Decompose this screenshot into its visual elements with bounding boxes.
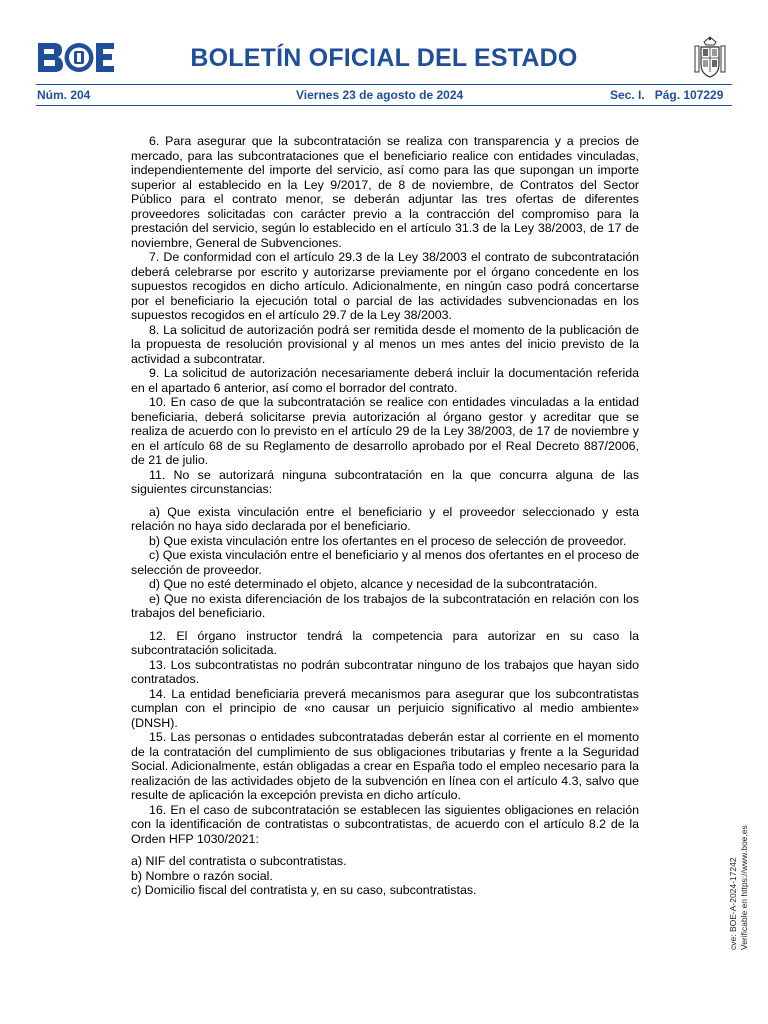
issue-date: Viernes 23 de agosto de 2024 <box>296 88 464 102</box>
paragraph-15: 15. Las personas o entidades subcontratadas deberán estar al corriente en el momento de la contratación del cumplimiento de sus obligaciones tributarias y frente a la Seguridad Social. Adicionalmente, están obligadas a crear en España todo el empleo necesario para la realización de las actividades objeto de la subvención en línea con el artículo 4.3, salvo que resulte de aplicación la excepción prevista en dicho artículo. <box>131 730 639 802</box>
paragraph-6: 6. Para asegurar que la subcontratación se realiza con transparencia y a precios de mercado, para las subcontrataciones que el beneficiario realice con entidades vinculadas, independientemente del importe del servicio, así como para las que supongan un importe superior al establecido en la Ley 9/2017, de 8 de noviembre, de Contratos del Sector Público para el contrato menor, se deberán adjuntar las tres ofertas de diferentes proveedores solicitadas con carácter previo a la contracción del compromiso para la prestación del servicio, según lo establecido en el artículo 31.3 de la Ley 38/2003, de 17 de noviembre, General de Subvenciones. <box>131 134 639 250</box>
list2-item-c: c) Domicilio fiscal del contratista y, en su caso, subcontratistas. <box>131 883 477 897</box>
document-body <box>131 134 639 898</box>
paragraph-9: 9. La solicitud de autorización necesariamente deberá incluir la documentación referida en el apartado 6 anterior, así como el borrador del contrato. <box>131 366 639 395</box>
header-rule-bottom <box>36 105 732 106</box>
paragraph-16: 16. En el caso de subcontratación se establecen las siguientes obligaciones en relación con la identificación de contratistas o subcontratistas, de acuerdo con el artículo 8.2 de la Orden HFP 1030/2021: <box>131 802 639 846</box>
paragraph-12: 12. El órgano instructor tendrá la competencia para autorizar en su caso la subcontratación solicitada. <box>131 628 639 657</box>
cve-code: cve: BOE-A-2024-17242 <box>728 857 738 950</box>
verification-link[interactable]: Verificable en https://www.boe.es <box>739 825 749 950</box>
paragraph-11: 11. No se autorizará ninguna subcontratación en la que concurra alguna de las siguientes circunstancias: <box>131 467 639 496</box>
list-item-d: d) Que no esté determinado el objeto, alcance y necesidad de la subcontratación. <box>149 577 598 591</box>
list2-item-b: b) Nombre o razón social. <box>131 868 273 883</box>
verification-sidebar <box>728 825 750 950</box>
section-page: Sec. I. Pág. 107229 <box>610 88 724 102</box>
list-item-e: e) Que no exista diferenciación de los trabajos de la subcontratación en relación con los trabajos del beneficiario. <box>131 591 639 620</box>
page-title: BOLETÍN OFICIAL DEL ESTADO <box>190 44 578 72</box>
paragraph-13: 13. Los subcontratistas no podrán subcontratar ninguno de los trabajos que hayan sido contratados. <box>131 657 639 686</box>
list-item-a: a) Que exista vinculación entre el beneficiario y el proveedor seleccionado y esta relación no haya sido declarada por el beneficiario. <box>131 504 639 533</box>
boe-logo <box>36 41 116 74</box>
list-item-c: c) Que exista vinculación entre el beneficiario y al menos dos ofertantes en el proceso de selección de proveedor. <box>131 548 639 577</box>
list-item-b: b) Que exista vinculación entre los ofertantes en el proceso de selección de proveedor. <box>149 533 627 548</box>
paragraph-10: 10. En caso de que la subcontratación se realice con entidades vinculadas a la entidad beneficiaria, deberá solicitarse previa autorización al órgano gestor y acreditar que se realiza de acuerdo con lo previsto en el artículo 29 de la Ley 38/2003, de 17 de noviembre y en el artículo 68 de su Reglamento de desarrollo aprobado por el Real Decreto 887/2006, de 21 de julio. <box>131 395 639 467</box>
header-rule-top <box>36 84 732 85</box>
list2-item-a: a) NIF del contratista o subcontratistas. <box>131 854 347 868</box>
spain-coat-of-arms-icon <box>690 36 730 80</box>
paragraph-14: 14. La entidad beneficiaria preverá mecanismos para asegurar que los subcontratistas cumplan con el principio de «no causar un perjuicio significativo al medio ambiente» (DNSH). <box>131 686 639 730</box>
issue-number: Núm. 204 <box>37 88 91 102</box>
paragraph-8: 8. La solicitud de autorización podrá ser remitida desde el momento de la publicación de la propuesta de resolución provisional y al menos un mes antes del inicio previsto de la actividad a subcontratar. <box>131 322 639 366</box>
paragraph-7: 7. De conformidad con el artículo 29.3 de la Ley 38/2003 el contrato de subcontratación deberá celebrarse por escrito y autorizarse previamente por el órgano concedente en los supuestos recogidos en dicho artículo. Adicionalmente, en ningún caso podrá concertarse por el beneficiario la ejecución total o parcial de las actividades subvencionadas en los supuestos recogidos en el artículo 29.7 de la Ley 38/2003. <box>131 250 639 322</box>
page-header <box>0 0 768 110</box>
